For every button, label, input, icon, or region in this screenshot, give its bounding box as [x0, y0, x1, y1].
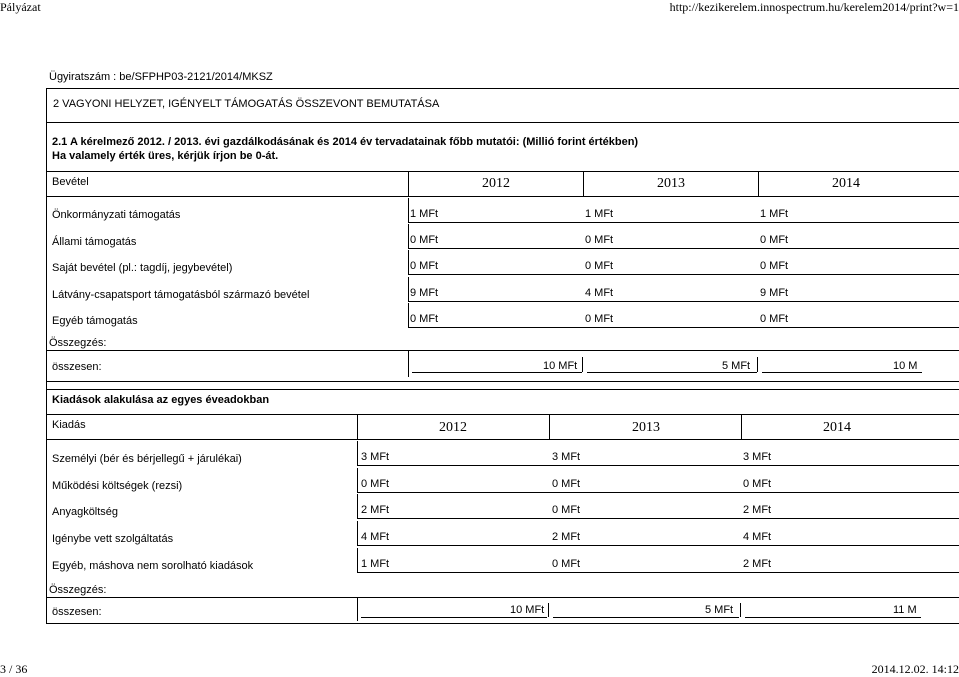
income-value: 9 MFt — [410, 287, 439, 299]
expenses-summary-label: Összegzés: — [49, 584, 107, 596]
expenses-year-2012: 2012 — [439, 420, 467, 435]
print-footer-page: 3 / 36 — [0, 662, 28, 676]
income-row-label: Egyéb támogatás — [52, 315, 138, 327]
print-header-title: Pályázat — [0, 0, 41, 14]
income-value: 1 MFt — [585, 208, 614, 220]
expenses-section-title: Kiadások alakulása az egyes éveadokban — [52, 394, 270, 406]
expenses-year-2014: 2014 — [823, 420, 851, 435]
income-row-label: Állami támogatás — [52, 236, 137, 248]
expense-value: 4 MFt — [361, 531, 390, 543]
income-value: 1 MFt — [760, 208, 789, 220]
income-value: 0 MFt — [760, 313, 789, 325]
income-value: 1 MFt — [410, 208, 439, 220]
income-row-label: Saját bevétel (pl.: tagdíj, jegybevétel) — [52, 262, 233, 274]
expenses-total-2013: 5 MFt — [705, 604, 734, 616]
expense-row-label: Személyi (bér és bérjellegű + járulékai) — [52, 453, 242, 465]
file-number: Ügyiratszám : be/SFPHP03-2121/2014/MKSZ — [49, 71, 273, 83]
income-value: 0 MFt — [410, 234, 439, 246]
income-value: 0 MFt — [760, 234, 789, 246]
expense-value: 3 MFt — [552, 451, 581, 463]
income-value: 0 MFt — [585, 260, 614, 272]
income-total-2014: 10 M — [893, 360, 918, 372]
income-value: 9 MFt — [760, 287, 789, 299]
expense-value: 1 MFt — [361, 558, 390, 570]
income-year-2012: 2012 — [482, 176, 510, 191]
expenses-total-2014: 11 M — [893, 604, 917, 616]
expense-value: 0 MFt — [552, 504, 581, 516]
expense-row-label: Működési költségek (rezsi) — [52, 480, 183, 492]
expense-value: 2 MFt — [361, 504, 390, 516]
expense-value: 0 MFt — [743, 478, 772, 490]
expense-row-label: Igénybe vett szolgáltatás — [52, 533, 174, 545]
expense-value: 3 MFt — [743, 451, 772, 463]
income-value: 0 MFt — [585, 313, 614, 325]
income-summary-label: Összegzés: — [49, 337, 107, 349]
income-value: 0 MFt — [410, 313, 439, 325]
expense-value: 4 MFt — [743, 531, 772, 543]
income-year-2014: 2014 — [832, 176, 860, 191]
income-total-2012: 10 MFt — [543, 360, 578, 372]
section-title-box — [46, 88, 959, 123]
print-footer-datetime: 2014.12.02. 14:12 — [871, 662, 959, 676]
income-value: 0 MFt — [585, 234, 614, 246]
expense-value: 2 MFt — [552, 531, 581, 543]
expenses-total-label: összesen: — [52, 606, 102, 618]
expense-value: 3 MFt — [361, 451, 390, 463]
expense-row-label: Anyagköltség — [52, 506, 119, 518]
subsection-title: 2.1 A kérelmező 2012. / 2013. évi gazdálkodásának és 2014 év tervadatainak főbb mutatói: (Millió forint értékben) — [52, 136, 639, 148]
income-value: 4 MFt — [585, 287, 614, 299]
income-value: 0 MFt — [410, 260, 439, 272]
income-value: 0 MFt — [760, 260, 789, 272]
section-title: 2 VAGYONI HELYZET, IGÉNYELT TÁMOGATÁS ÖSSZEVONT BEMUTATÁSA — [53, 98, 440, 110]
expenses-header-label: Kiadás — [52, 419, 86, 431]
expenses-year-2013: 2013 — [632, 420, 660, 435]
expenses-total-2012: 10 MFt — [510, 604, 545, 616]
expense-value: 0 MFt — [361, 478, 390, 490]
expense-value: 2 MFt — [743, 558, 772, 570]
expense-value: 2 MFt — [743, 504, 772, 516]
expense-row-label: Egyéb, máshova nem sorolható kiadások — [52, 560, 254, 572]
income-total-2013: 5 MFt — [722, 360, 751, 372]
income-total-label: összesen: — [52, 361, 102, 373]
subsection-note: Ha valamely érték üres, kérjük írjon be 0-át. — [52, 150, 279, 162]
income-row-label: Látvány-csapatsport támogatásból származó bevétel — [52, 289, 310, 301]
expense-value: 0 MFt — [552, 558, 581, 570]
income-year-2013: 2013 — [657, 176, 685, 191]
income-header-label: Bevétel — [52, 176, 89, 188]
income-row-label: Önkormányzati támogatás — [52, 209, 181, 221]
print-header-url[interactable]: http://kezikerelem.innospectrum.hu/kerelem2014/print?w=1 — [669, 0, 959, 14]
expense-value: 0 MFt — [552, 478, 581, 490]
